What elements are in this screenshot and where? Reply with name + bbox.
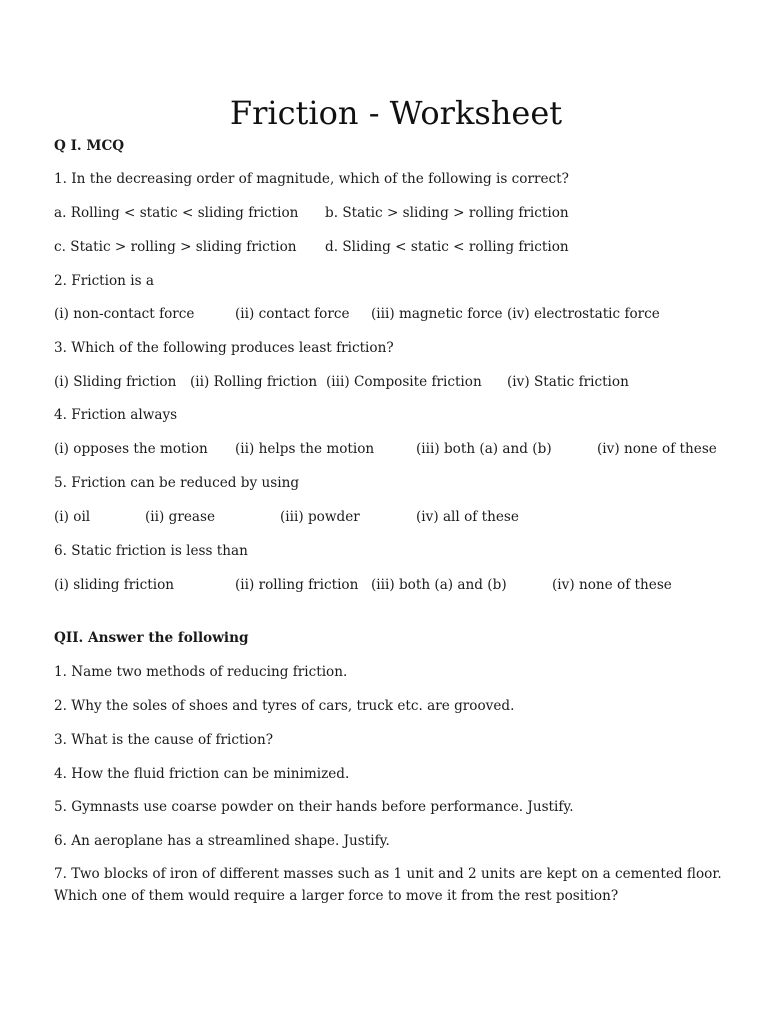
mcq-q4-option-4: (iv) none of these — [597, 441, 717, 457]
mcq-q5-option-2: (ii) grease — [145, 509, 215, 525]
answer-question-4: 4. How the fluid friction can be minimized. — [54, 766, 350, 782]
mcq-q1-option-c: c. Static > rolling > sliding friction — [54, 239, 297, 255]
mcq-q4-option-2: (ii) helps the motion — [235, 441, 375, 457]
mcq-q2-option-1: (i) non-contact force — [54, 306, 195, 322]
mcq-q4-option-1: (i) opposes the motion — [54, 441, 208, 457]
mcq-q2-option-2: (ii) contact force — [235, 306, 350, 322]
answer-question-6: 6. An aeroplane has a streamlined shape. Justify. — [54, 833, 390, 849]
section-heading-answer: QII. Answer the following — [54, 630, 249, 646]
page-title: Friction - Worksheet — [229, 94, 563, 132]
answer-question-3: 3. What is the cause of friction? — [54, 732, 274, 748]
answer-question-1: 1. Name two methods of reducing friction. — [54, 664, 348, 680]
mcq-q3-option-3: (iii) Composite friction — [326, 374, 482, 390]
mcq-q5-option-3: (iii) powder — [280, 509, 360, 525]
mcq-q6-option-1: (i) sliding friction — [54, 577, 175, 593]
mcq-q6-option-2: (ii) rolling friction — [235, 577, 359, 593]
mcq-q3-option-4: (iv) Static friction — [507, 374, 629, 390]
section-heading-mcq: Q I. MCQ — [54, 138, 125, 154]
answer-question-7: 7. Two blocks of iron of different masses such as 1 unit and 2 units are kept on a cemented floor. Which one of them would require a larger force to move it from the rest position? — [54, 866, 722, 904]
mcq-q3-option-1: (i) Sliding friction — [54, 374, 177, 390]
mcq-q1-option-d: d. Sliding < static < rolling friction — [325, 239, 569, 255]
mcq-q2-option-3: (iii) magnetic force — [371, 306, 503, 322]
mcq-q2-option-4: (iv) electrostatic force — [507, 306, 660, 322]
mcq-q6-option-4: (iv) none of these — [552, 577, 672, 593]
mcq-q3-option-2: (ii) Rolling friction — [190, 374, 318, 390]
answer-question-2: 2. Why the soles of shoes and tyres of cars, truck etc. are grooved. — [54, 698, 515, 714]
mcq-q4-option-3: (iii) both (a) and (b) — [416, 441, 552, 457]
answer-question-5: 5. Gymnasts use coarse powder on their hands before performance. Justify. — [54, 799, 574, 815]
mcq-q5-option-4: (iv) all of these — [416, 509, 519, 525]
mcq-question-5: 5. Friction can be reduced by using — [54, 475, 300, 491]
mcq-question-3: 3. Which of the following produces least friction? — [54, 340, 394, 356]
mcq-q5-option-1: (i) oil — [54, 509, 91, 525]
mcq-q6-option-3: (iii) both (a) and (b) — [371, 577, 507, 593]
mcq-question-2: 2. Friction is a — [54, 273, 155, 289]
mcq-question-1: 1. In the decreasing order of magnitude, which of the following is correct? — [54, 171, 569, 187]
mcq-question-6: 6. Static friction is less than — [54, 543, 248, 559]
mcq-question-4: 4. Friction always — [54, 407, 178, 423]
mcq-q1-option-b: b. Static > sliding > rolling friction — [325, 205, 569, 221]
mcq-q1-option-a: a. Rolling < static < sliding friction — [54, 205, 299, 221]
